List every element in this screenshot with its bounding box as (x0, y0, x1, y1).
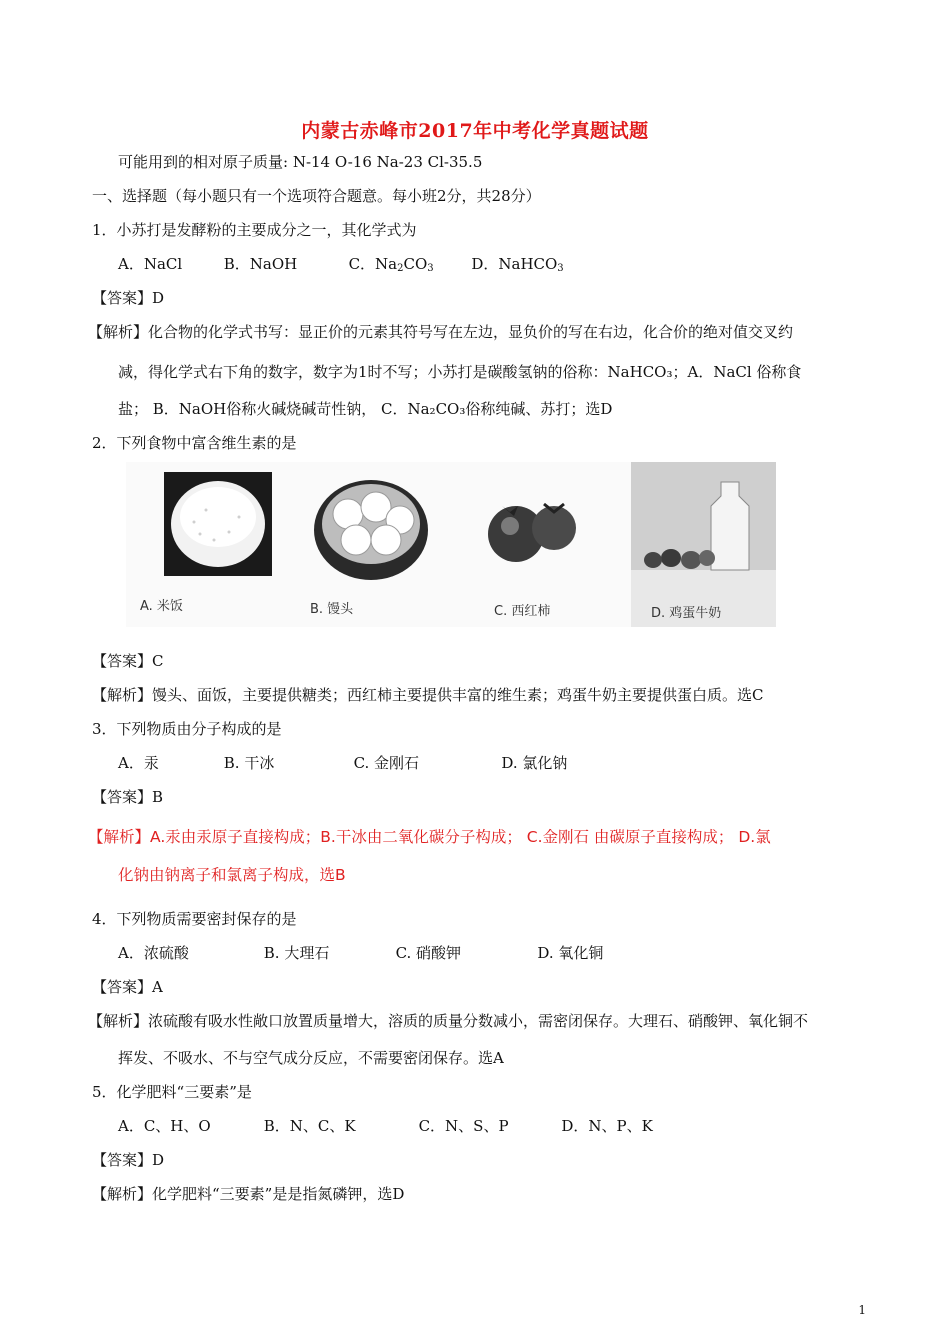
q1-explanation-line2: 减，得化学式右下角的数字，数字为1时不写；小苏打是碳酸氢钠的俗称：NaHCO₃；A．NaCl 俗称食 (118, 363, 802, 381)
q1-answer: 【答案】D (92, 289, 165, 307)
q2-stem: 2．下列食物中富含维生素的是 (92, 434, 297, 452)
q5-answer: 【答案】D (92, 1151, 165, 1169)
q3-explanation-line2: 化钠由钠离子和氯离子构成，选B (118, 866, 346, 884)
q5-explanation: 【解析】化学肥料“三要素”是是指氮磷钾，选D (92, 1185, 405, 1203)
caption-d: D. 鸡蛋牛奶 (651, 606, 722, 621)
food-images (126, 462, 776, 627)
q5-option-a: A．C、H、O (118, 1117, 211, 1135)
caption-b: B. 馒头 (310, 602, 354, 617)
atomic-masses: 可能用到的相对原子质量: N-14 O-16 Na-23 Cl-35.5 (118, 153, 483, 171)
q4-options (118, 942, 603, 964)
caption-c: C. 西红柿 (494, 604, 551, 619)
q5-options (118, 1115, 653, 1137)
q3-explanation-line1: 【解析】A.汞由汞原子直接构成；B.干冰由二氧化碳分子构成； C.金刚石 由碳原子直接构成； D.氯 (88, 828, 771, 846)
caption-a: A. 米饭 (140, 599, 183, 614)
q4-option-c: C. 硝酸钾 (395, 944, 462, 962)
q1-option-a: A．NaCl (118, 255, 183, 273)
q1-explanation-line1: 【解析】化合物的化学式书写：显正价的元素其符号写在左边，显负价的写在右边，化合价的绝对值交叉约 (88, 323, 794, 341)
q5-option-c: C．N、S、P (418, 1117, 509, 1135)
q5-option-b: B．N、C、K (263, 1117, 356, 1135)
q4-stem: 4．下列物质需要密封保存的是 (92, 910, 297, 928)
q3-stem: 3．下列物质由分子构成的是 (92, 720, 282, 738)
q4-answer: 【答案】A (92, 978, 163, 996)
page-number: 1 (858, 1303, 866, 1317)
q4-option-d: D. 氧化铜 (537, 944, 604, 962)
q2-explanation: 【解析】馒头、面饭，主要提供糖类；西红柿主要提供丰富的维生素；鸡蛋牛奶主要提供蛋白质。选C (92, 686, 764, 704)
q3-option-b: B. 干冰 (223, 754, 275, 772)
q3-option-a: A．汞 (118, 754, 159, 772)
q1-explanation-line3: 盐； B．NaOH俗称火碱烧碱苛性钠， C．Na₂CO₃俗称纯碱、苏打；选D (118, 400, 613, 418)
q4-explanation-line2: 挥发、不吸水、不与空气成分反应，不需要密闭保存。选A (118, 1049, 504, 1067)
q1-option-b: B．NaOH (223, 255, 298, 273)
page-title: 内蒙古赤峰市2017年中考化学真题试题 (301, 120, 649, 142)
q4-option-a: A．浓硫酸 (118, 944, 189, 962)
q1-option-d: D．NaHCO$_3$ (471, 255, 564, 274)
q1-stem: 1．小苏打是发酵粉的主要成分之一，其化学式为 (92, 221, 417, 239)
q1-option-c: C．$Na_2CO_3$ (348, 255, 434, 274)
q2-answer: 【答案】C (92, 652, 164, 670)
q5-stem: 5．化学肥料“三要素”是 (92, 1083, 252, 1101)
section-heading: 一、选择题（每小题只有一个选项符合题意。每小班2分，共28分） (92, 187, 541, 205)
q3-options (118, 752, 567, 774)
q1-options (118, 253, 564, 275)
q5-option-d: D．N、P、K (561, 1117, 653, 1135)
q3-option-c: C. 金刚石 (353, 754, 420, 772)
q3-option-d: D. 氯化钠 (501, 754, 568, 772)
q4-option-b: B. 大理石 (263, 944, 330, 962)
q3-answer: 【答案】B (92, 788, 164, 806)
q4-explanation-line1: 【解析】浓硫酸有吸水性敞口放置质量增大，溶质的质量分数减小，需密闭保存。大理石、硝酸钾、氧化铜不 (88, 1012, 809, 1030)
